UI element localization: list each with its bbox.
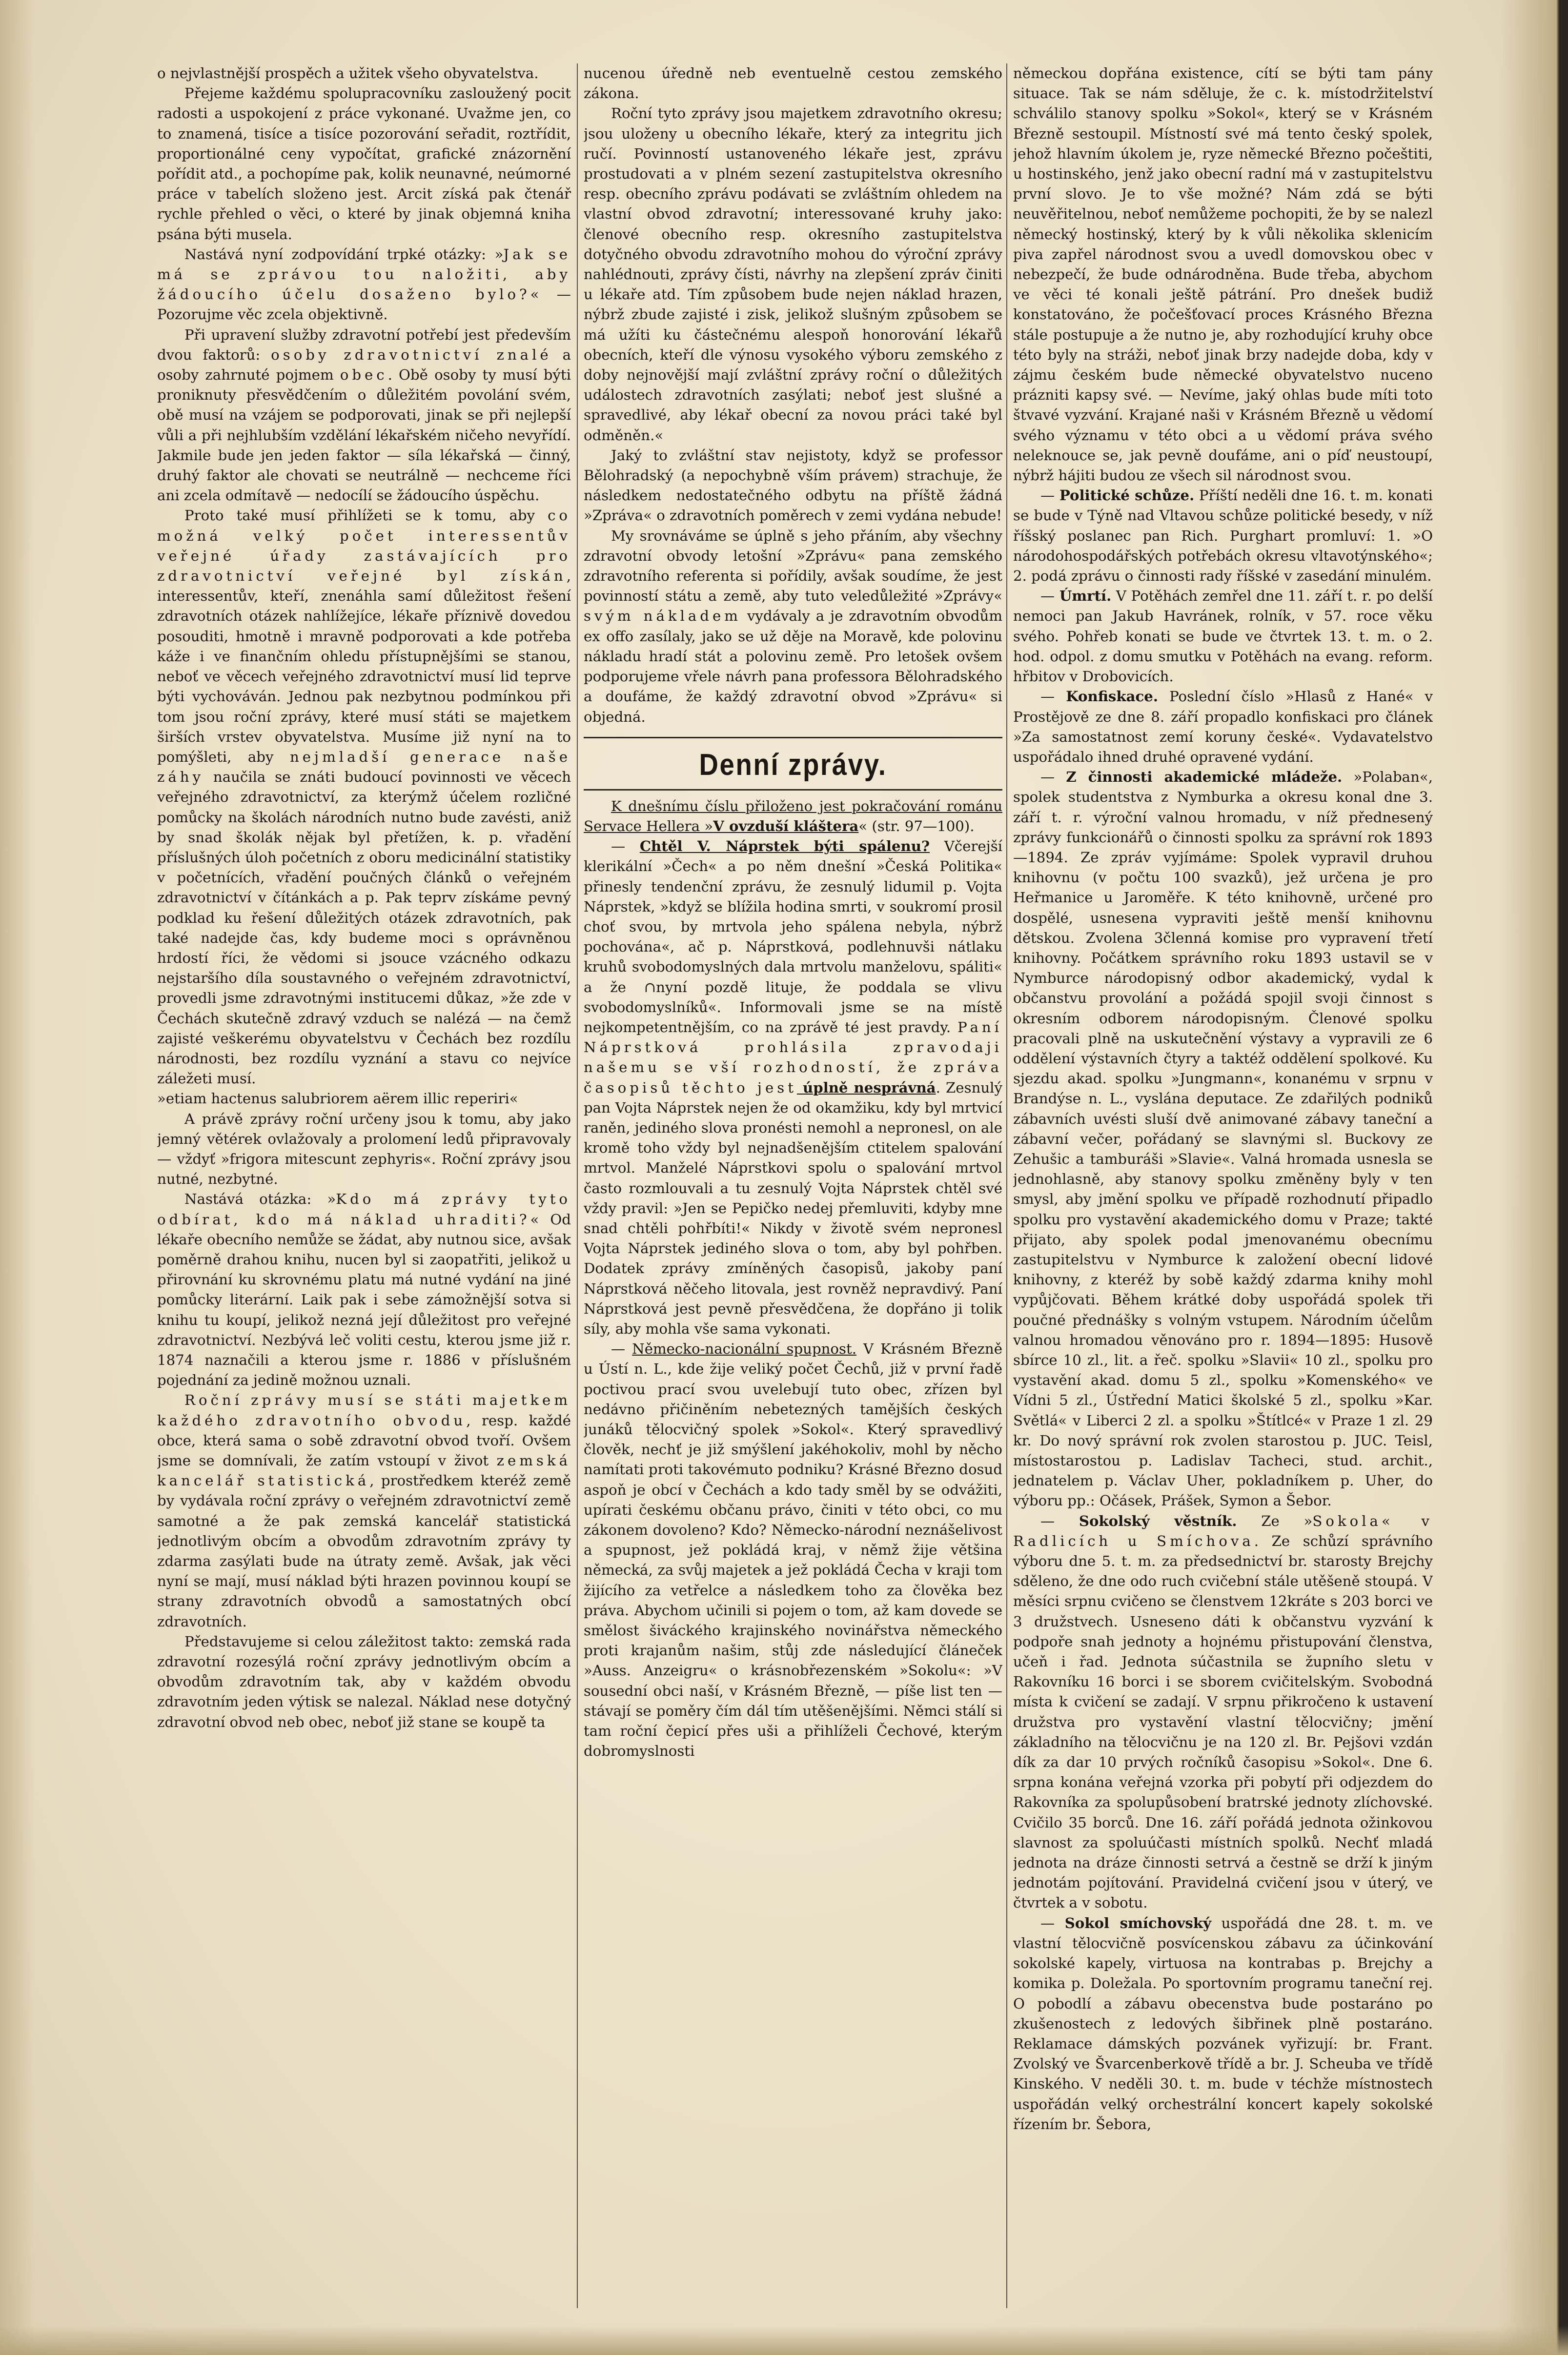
column-3	[1013, 63, 1433, 2318]
news-title: Z činnosti akademické mládeže.	[1066, 769, 1343, 786]
column-1	[157, 63, 571, 2318]
paragraph	[157, 325, 571, 506]
paragraph: německou dopřána existence, cítí se býti tam pány situace. Tak se nám sděluje, že c. k. místodržitelství schválilo stanovy spolku »Sokol«, který se v Krásném Březně sestoupil. Místností své má tento český spolek, jehož hlavním úkolem je, ryze německé Březno počeštiti, u hostinského, jenž jako obecní radní má v zastupitelstvu první slovo. Je to vše možné? Nám zdá se býti neuvěřitelnou, neboť nemůžeme pochopiti, že by se nalezl německý hostinský, který by k vůli několika sklenicím piva zapřel národnost svou a uvedl domovskou obec v nebezpečí, že bude odnárodněna. Bude třeba, abychom ve věci té konali ještě pátrání. Pro dnešek budiž konstatováno, že počešťovací proces Krásného Března stále postupuje a že nutno je, aby rozhodující kruhy obce této byly na stráži, neboť jinak brzy nadejde doba, kdy v zájmu českém bude německé obyvatelstvo nucenо prázniti kapsy své. — Nevíme, jaký ohlas bude míti toto štvavé vyzvání. Krajané naši v Krásném Březně u vědomí svého významu v této obci a u vědomí práva svého neleknouce se, jak pevně doufáme, ani o píď neustoupí, nýbrž hájiti budou ze všech sil národnost svou.	[1013, 65, 1433, 484]
spaced-text: Kdo má zprávy tyto odbírat, kdo má náklad uhraditi?	[157, 1191, 571, 1228]
text-run: , prostředkem kteréž země by vydávala roční zprávy o veřejném zdravotnictví země samotné a že pak zemská kancelář statistická jednotlivým obcím a obvodům zdravotním zprávy ty zdarma zasýlati bude na útraty země. Avšak, jak věci nyní se mají, musí náklad býti hrazen povinnou koupí se strany zdravotních obvodů a samostatných obcí zdravotních.	[157, 1472, 571, 1630]
text-run: naučila se znáti budoucí povinnosti ve věcech veřejného zdravotnictví, za kterýmž účelem rozličné pomůcky na školách národních nutno bude zavésti, aniž by snad školák nějak byl přetížen, k. p. vřadění příslušných úloh početních z oboru medicinální statistiky v početnících, vřadění poučných článků o veřejném zdravotnictví v čítánkách a p. Pak teprv získáme pevný podklad ku řešení důležitých otázek zdravotních, pak také nadejde čas, kdy budeme moci s oprávněnou hrdostí říci, že vědomi si jsouce vzácného odkazu nejstaršího díla soustavného o veřejném zdravotnictví, provedli jsme zdravotnými institucemi důkaz, »že zde v Čechách skutečně zdravý vzduch se nalézá — na čemž zajisté veškerému obyvatelstvu v Čechách bez rozdílu národnosti, bez rozdílu vyznání a stavu co nejvíce záležeti musí.	[157, 769, 571, 1087]
paragraph: nucenou úředně neb eventuelně cestou zemského zákona.	[584, 65, 1002, 102]
novel-title: V ovzduší kláštera	[713, 817, 859, 834]
news-item	[584, 796, 1002, 836]
column-rule	[1006, 63, 1007, 2308]
text-run: »Polaban«, spolek studentstva z Nymburka a okresu konal dne 3. září t. r. výroční valnou hromadu, v níž přednesený zprávy funkcionářů o činnosti spolku za správní rok 1893—1894. Ze zpráv vyjímáme: Spolek vypravil druhou knihovnu (v počtu 100 svazků), jež určena je pro Heřmanice u Jaroměře. K této knihovně, určené pro dospělé, usnesena vypraviti ještě menší knihovnu dětskou. Zvolena 3členná komise pro vypravení třetí knihovny. Počátkem správního roku 1893 ustavil se v Nymburce národopisný odbor akademický, vydal k občanstvu provolání a požádá spojil svoji činnost s okresním odborem národopisným. Členové spolku pracovali plně na uskutečnění výstavy a vypravili ze 6 oddělení výstavních čtyry a taktéž oddělení spolkové. Ku sjezdu akad. spolku »Jungmann«, konanému v srpnu v Brandýse n. L., vyslána deputace. Ze zdařilých podniků zábavních uvésti sluší dvě animované zábavy taneční a zábavní večer, pořádaný se slavnými sl. Buckovy ze Zehušic a tamburáši »Slavie«. Valná hromada usnesla se jednohlasně, aby stanovy spolku změněny byly v ten smysl, aby jmění spolku ve případě rozhodnutí připadlo spolku pro vystavění akademického domu v Praze; takté přijato, aby spolek podal jmenovanému obecnímu zastupitelstvu v Nymburce k založení obecní lidové knihovny, z kteréž by sobě každý zdarma knihy mohl vypůjčovati. Během krátké doby uspořádá spolek tři poučné přednášky s volným vstupem. Národním účelům valnou hromadou věnováno pro r. 1894—1895: Husově sbírce 10 zl., lit. a řeč. spolku »Slavii« 10 zl., spolku pro vystavění akad. domu 5 zl., spolku »Komenského« ve Vídni 5 zl., Ústřední Matici školské 5 zl., spolku »Kar. Světlá« v Liberci 2 zl. a spolku »Štítlcé« v Praze 1 zl. 29 kr. Do nový správní rok zvolen starostou p. JUC. Teisl, místostarostou p. Ladislav Tacheci, stud. archit., jednatelem p. Václav Uher, pokladníkem p. Uher, do výboru pp.: Očásek, Prášek, Symon a Šebor.	[1013, 769, 1433, 1509]
text-run: uspořádá dne 28. t. m. ve vlastní tělocvičně posvícenskou zábavu za účinkování sokolské kapely, virtuosa na kontrabas p. Brejchy a komika p. Doležala. Po sportovním programu taneční rej. O pobodlí a zábavu obecenstva bude postaráno po zkušenostech z ledových šibřinek plně postaráno. Reklamace dámských pozvánek vyřizují: br. Frant. Zvolský ve Švarcenberkově třídě a br. J. Scheuba ve třídě Kinského. V neděli 30. t. m. bude v téchže místnostech uspořádán velký orchestrální koncert kapely sokolské řízením br. Šebora,	[1013, 1914, 1433, 2132]
text-run: a osoby zahrnuté pojmem	[157, 346, 571, 384]
news-title: Sokolský věstník.	[1079, 1512, 1237, 1529]
spaced-text: Jak se má se zprávou tou naložiti, aby žádoucího účelu dosaženo bylo?	[157, 245, 571, 303]
spaced-text: svým nákladem	[584, 608, 741, 625]
news-title: Úmrtí.	[1059, 588, 1112, 605]
text-run: « Od lékaře obecního nemůže se žádat, aby nutnou sice, avšak poměrně drahou knihu, nucen byl si zaopatřiti, jelikož u přirovnání ku skrovnému platu má nutné vydání na jiné pomůcky literární. Laik pak i sebe zámožnější sotva si knihu tu koupí, jelikož nezná její důležitost pro veřejné zdravotnictví. Nezbývá leč voliti cestu, kterou jsme již r. 1874 naznačili a kterou jsme r. 1886 v příslušném pojednání za jedině možnou uznali.	[157, 1211, 571, 1389]
paragraph: o nejvlastnější prospěch a užitek všeho obyvatelstva.	[157, 65, 539, 81]
paragraph: A právě zprávy roční určeny jsou k tomu, aby jako jemný větérek ovlažovaly a prolomení ledů připravovaly — vždyť »frigora mitescunt zephyris«. Roční zprávy jsou nutné, nezbytné.	[157, 1110, 571, 1188]
paragraph: Roční tyto zprávy jsou majetkem zdravotního okresu; jsou uloženy u obecního lékaře, který za integritu jich ručí. Povinností ustanoveného lékaře jest, zprávu prostudovati a v plném sezení zastupitelstva okresního resp. obecního zprávu podávati se zvláštním ohledem na vlastní obvod zdravotní; interessované kruhy jako: členové obecního resp. okresního zastupitelstva dotyčného obvodu zdravotního mohou do výroční zprávy nahlédnouti, zprávy čísti, návrhy na zlepšení zpráv činiti u lékaře atd. Tím způsobem bude nejen náklad hrazen, nýbrž zbude zajisté i zisk, jelikož slušným způsobem se má užíti ku částečnému alespoň honorování lékařů obecních, kteří dle výnosu vysokého výboru zemského z doby nejnovější mají zvláštní zprávy roční o důležitých událostech zdravotních zasýlati; neboť jest slušné a spravedlivé, aby lékař obecní za novou práci také byl odměněn.«	[584, 105, 1002, 444]
page-edge-left	[0, 0, 34, 2355]
text-run: , resp. každé obce, která sama o sobě zdravotní obvod tvoří. Ovšem jsme se domnívali, že zatím vstoupí v život	[157, 1412, 571, 1469]
spaced-text: Paní Náprstková prohlásila zpravodaji našemu se vší rozhodností, že zpráva časopisů těchto jest	[584, 1018, 1002, 1096]
spaced-text: obec	[340, 366, 388, 384]
paragraph	[157, 506, 571, 1089]
paragraph: Jaký to zvláštní stav nejistoty, když se professor Bělohradský (a nepochybně vším právem) strachuje, že následkem nedostatečného odbytu na příště žádná »Zpráva« o zdravotních poměrech v zemi vydána nebude!	[584, 447, 1002, 524]
news-item: — Politické schůze. Příští neděli dne 16. t. m. konati se bude v Týně nad Vltavou schůze politické besedy, v níž říšský poslanec pan Rich. Purghart promluví: 1. »O národohospodářských potřebách okresu vltavotýnského«; 2. podá zprávu o činnosti rady říšské v zasedání minulém.	[1013, 487, 1433, 585]
text-run: . Zesnulý pan Vojta Náprstek nejen že od okamžiku, kdy byl mrtvicí raněn, jediného slova pronésti nemohl a nepronesl, on ale kromě toho vždy byl nejnadšenějším ctitelem spalování mrtvol. Manželé Náprstkovi spolu o spalování mrtvol často rozmlouvali a tu zesnulý Vojta Náprstek chtěl své vždy pravil: »Jen se Pepičko nedej přemluviti, kdyby mne snad chtěli pohřbíti!« Nikdy v životě svém nepronesl Vojta Náprstek jediného slova o tom, aby byl pohřben. Dodatek zprávy zmíněných časopisů, jakoby paní Náprstková něčeho litovala, jest rovněž nepravdivý. Paní Náprstková jest pevně přesvědčena, že dopřáno ji tolik síly, aby mohla vše sama vykonati.	[584, 1079, 1002, 1337]
news-item: — Konfiskace. Poslední číslo »Hlasů z Hané« v Prostějově ze dne 8. září propadlo konfiskaci pro článek »Za samostatnost zemí koruny české«. Vydavatelstvo uspořádalo ihned druhé opravené vydání.	[1013, 688, 1433, 765]
text-run: Nastává otázka: »	[184, 1191, 336, 1208]
news-title: Sokol smíchovský	[1064, 1914, 1212, 1931]
news-item: — Z činnosti akademické mládeže. »Polaban«, spolek studentstva z Nymburka a okresu konal dne 3. září t. r. výroční valnou hromadu, v níž přednesený zprávy funkcionářů o činnosti spolku za správní rok 1893—1894. Ze zpráv vyjímáme: Spolek vypravil druhou knihovnu (v počtu 100 svazků), jež určena je pro Heřmanice u Jaroměře. K této knihovně, určené pro dospělé, usnesena vypraviti ještě menší knihovnu dětskou. Zvolena 3členná komise pro vypravení třetí knihovny. Počátkem správního roku 1893 ustavil se v Nymburce národopisný odbor akademický, vydal k občanstvu provolání a požádá spojil svoji činnost s okresním odborem národopisným. Členové spolku pracovali plně na uskutečnění výstavy a vypravili ze 6 oddělení výstavních čtyry a taktéž oddělení spolkové. Ku sjezdu akad. spolku »Jungmann«, konanému v srpnu v Brandýse n. L., vyslána deputace. Ze zdařilých podniků zábavních uvésti sluší dvě animované zábavy taneční a zábavní večer, pořádaný se slavnými sl. Buckovy ze Zehušic a tamburáši »Slavie«. Valná hromada usnesla se jednohlasně, aby stanovy spolku změněny byly v ten smysl, aby jmění spolku ve případě rozhodnutí připadlo spolku pro vystavění akademického domu v Praze; takté přijato, aby spolek podal jmenovanému obecnímu zastupitelstvu v Nymburce k založení obecní lidové knihovny, z kteréž by sobě každý zdarma knihy mohl vypůjčovati. Během krátké doby uspořádá spolek tři poučné přednášky s volným vstupem. Národním účelům valnou hromadou věnováno pro r. 1894—1895: Husově sbírce 10 zl., lit. a řeč. spolku »Slavii« 10 zl., spolku pro vystavění akad. domu 5 zl., spolku »Komenského« ve Vídni 5 zl., Ústřední Matici školské 5 zl., spolku »Kar. Světlá« v Liberci 2 zl. a spolku »Štítlcé« v Praze 1 zl. 29 kr. Do nový správní rok zvolen starostou p. JUC. Teisl, místostarostou p. Ladislav Tacheci, stud. archit., jednatelem p. Václav Uher, pokladníkem p. Uher, do výboru pp.: Očásek, Prášek, Symon a Šebor.	[1013, 769, 1433, 1509]
section-divider	[584, 737, 1002, 738]
paragraph	[584, 526, 1002, 727]
section-divider	[584, 789, 1002, 791]
spaced-text: Roční zprávy musí se státi majetkem každého zdravotního obvodu	[157, 1392, 571, 1429]
page-edge-right	[1500, 0, 1568, 2355]
news-title: Německo-nacionální spupnost.	[632, 1340, 856, 1358]
news-title: Chtěl V. Náprstek býti spálenu?	[639, 838, 930, 855]
text-run: Ze »	[1237, 1512, 1313, 1529]
spaced-text: osoby zdravotnictví znalé	[271, 346, 552, 363]
text-run: V Potěhách zemřel dne 11. září t. r. po delší nemoci pan Jakub Havránek, rolník, v 57. roce věku svého. Pohřeb konati se bude ve čtvrtek 13. t. m. o 2. hod. odpol. z domu smutku v Potěhách na evang. reform. hřbitov v Drobovicích.	[1013, 588, 1433, 685]
news-title: Politické schůze.	[1059, 487, 1195, 504]
text-run: V Krásném Březně u Ústí n. L., kde žije veliký počet Čechů, již v první řadě poctivou prací svou uvelebují tuto obec, zřízen byl nedávno přičiněním nebetezných tamějších českých junáků tělocvičný spolek »Sokol«. Který spravedlivý člověk, nechť je již smýšlení jakéhokoliv, mohl by něcho namítati proti takovémuto podniku? Krásné Březno dosud aspoň je obcí v Čechách a kdo tady směl by se odvážiti, upírati českému občanu právo, činiti v této obci, co mu zákonem dovoleno? Kdo? Německo-národní neznášelivost a spupnost, jež pokládá kraj, v němž žije většina německá, za svůj majetek a jež pokládá Čecha v kraji tom žijícího za vetřelce a následkem toho za člověka bez práva. Abychom učinili si pojem o tom, až kam dovede se smělost šiváckého krajinského novinářstva německého proti krajanům našim, stůj zde následující článeček »Auss. Anzeigru« o krásnobřezenském »Sokolu«: »V sousední obci naší, v Krásném Březně, — píše list ten — stávají se poměry čím dál tím utěšenějšími. Němci stálí si tam roční čepicí přes uši a přihlíželi Čechové, kterým dobromyslnosti	[584, 1340, 1002, 1760]
text-run: « — Pozorujme věc zcela objektivně.	[157, 286, 571, 323]
quote: »etiam hactenus salubriorem aërem illic reperiri«	[157, 1090, 518, 1107]
text-run: Nastává nyní zodpovídání trpké otázky: »	[184, 245, 504, 263]
text-run: . Obě osoby ty musí býti proniknuty přesvědčením o důležitém povolání svém, obě musí na vzájem se podporovati, jinak se při nejlepší vůli a při nejhlubším vzdělání lékařském ničeho nevyřídí. Jakmile bude jen jeden faktor — síla lékařská — činný, druhý faktor ale chovati se neutrálně — nechceme říci ani zcela odmítavě — nedocílí se žádoucího úspěchu.	[157, 366, 571, 504]
paragraph	[157, 244, 571, 325]
text-run: K dnešnímu číslu přiloženo jest pokračování románu Servace Hellera »	[584, 797, 1002, 834]
paragraph	[157, 1390, 571, 1631]
news-item: — Sokolský věstník. Ze »Sokola« v Radlicích u Smíchova. Ze schůzí správního výboru dne 5. t. m. za předsednictví br. starosty Brejchy sděleno, že dne odo ruch cvičební stále utěšeně stoupá. V měsíci srpnu cvičeno se členstvem 12kráte s 203 borci ve 3 družstvech. Usneseno dáti k občanstvu vyzvání k podpoře snah jednoty a hojnému přistupování členstva, učeň i řad. Jednota súčastnila se župního sletu v Rakovníku 16 borci i se sborem cvičitelským. Svobodná místa k cvičení se zadají. V srpnu přikročeno k ustavení družstva pro vystavění vlastní tělocvičny; jmění základního na tělocvičnu je na 120 zl. Br. Pejšovi vzdán dík za dar 10 prvých ročníků časopisu »Sokol«. Dne 6. srpna konána veřejná vzorka při pobytí při odjezdem do Rakovníka za spolupůsobení bratrské jednoty zlíchovské. Cvičilo 35 borců. Dne 16. září pořádá jednota ožinkovou slavnost za spoluúčasti místních spolků. Nechť mladá jednota na dráze činnosti setrvá a čestně se drží k jiným jednotám pojítování. Pravidelná cvičení jsou v úterý, ve čtvrtek a v sobotu.	[1013, 1512, 1433, 1911]
news-title: Konfiskace.	[1066, 688, 1158, 705]
paragraph: Přejeme každému spolupracovníku zasloužený pocit radosti a uspokojení z práce vykonané. Uvažme jen, co to znamená, tisíce a tisíce pozorování seřadit, roztřídit, proportionálné ceny vypočítat, grafické znázornění pořídit atd., a pochopíme pak, kolik neunavné, neúmorné práce v tabelích složeno jest. Arcit získá pak čtenář rychle přehled o věci, o které by jinak objemná kniha psána býti musela.	[157, 85, 571, 243]
text-run: Včerejší klerikální »Čech« a po něm dnešní »Česká Politika« přinesly tendenční zprávu, že zesnulý lidumil p. Vojta Náprstek, »když se blížila hodina smrti, v soukromí prosil choť svou, by mrtvola jeho spálena nebyla, nýbrž pochována«, ač p. Náprstková, podlehnuvši nátlaku kruhů svobodomyslných dala mrtvolu manželovu, spáliti« a že ∩nyní pozdě lituje, že poddala se vlivu svobodomyslníků«. Informovali jsme se na místě nejkompetentnějším, co na zprávě té jest pravdy.	[584, 838, 1002, 1035]
spaced-text: zemská kancelář statistická	[157, 1452, 571, 1489]
section-heading: Denní zprávy.	[699, 748, 887, 782]
text-run: , interessentův, kteří, znenáhla samí důležitost řešení zdravotních otázek nahlížejíce, lékaře příznivě dovedou posouditi, hmotně i mravně podporovati a kde potřeba káže i ve finančním ohledu přístupnějšími se stanou, neboť ve věcech veřejného zdravotnictví musí lid teprve býti vychováván. Jednou pak nezbytnou podmínkou při tom jsou roční zprávy, které musí státi se majetkem širších vrstev obyvatelstva. Musíme již nyní na to pomýšleti, aby	[157, 568, 571, 765]
text-run: Proto také musí přihlížeti se k tomu, aby	[184, 507, 548, 524]
news-item: — Sokol smíchovský uspořádá dne 28. t. m. ve vlastní tělocvičně posvícenskou zábavu za účinkování sokolské kapely, virtuosa na kontrabas p. Brejchy a komika p. Doležala. Po sportovním programu taneční rej. O pobodlí a zábavu obecenstva bude postaráno po zkušenostech z ledových šibřinek plně postaráno. Reklamace dámských pozvánek vyřizují: br. Frant. Zvolský ve Švarcenberkově třídě a br. J. Scheuba ve třídě Kinského. V neděli 30. t. m. bude v téchže místnostech uspořádán velký orchestrální koncert kapely sokolské řízením br. Šebora,	[1013, 1914, 1433, 2132]
text-run: My srovnáváme se úplně s jeho přáním, aby všechny zdravotní obvody letošní »Zprávu« pana zemského zdravotního referenta si pořídily, avšak soudíme, že jest povinností státu a země, aby tuto veledůležité »Zprávy«	[584, 527, 1002, 605]
text-run: Příští neděli dne 16. t. m. konati se bude v Týně nad Vltavou schůze politické besedy, v níž říšský poslanec pan Rich. Purghart promluví: 1. »O národohospodářských potřebách okresu vltavotýnského«; 2. podá zprávu o činnosti rady říšské v zasedání minulém.	[1013, 487, 1433, 585]
column-2	[584, 63, 1002, 2318]
text-run: . Ze schůzí správního výboru dne 5. t. m. za předsednictví br. starosty Brejchy sděleno, že dne odo ruch cvičební stále utěšeně stoupá. V měsíci srpnu cvičeno se členstvem 12kráte s 203 borci ve 3 družstvech. Usneseno dáti k občanstvu vyzvání k podpoře snah jednoty a hojnému přistupování členstva, učeň i řad. Jednota súčastnila se župního sletu v Rakovníku 16 borci i se sborem cvičitelským. Svobodná místa k cvičení se zadají. V srpnu přikročeno k ustavení družstva pro vystavění vlastní tělocvičny; jmění základního na tělocvičnu je na 120 zl. Br. Pejšovi vzdán dík za dar 10 prvých ročníků časopisu »Sokol«. Dne 6. srpna konána veřejná vzorka při pobytí při odjezdem do Rakovníka za spolupůsobení bratrské jednoty zlíchovské. Cvičilo 35 borců. Dne 16. září pořádá jednota ožinkovou slavnost za spoluúčasti místních spolků. Nechť mladá jednota na dráze činnosti setrvá a čestně se drží k jiným jednotám pojítování. Pravidelná cvičení jsou v úterý, ve čtvrtek a v sobotu.	[1013, 1532, 1433, 1911]
column-rule	[577, 63, 578, 2308]
paragraph	[157, 1189, 571, 1390]
emphasis: úplně nesprávná	[796, 1079, 936, 1096]
spaced-text: co možná velký počet interessentův veřejné úřady zastávajících pro zdravotnictví veřejné byl získán	[157, 507, 571, 585]
spaced-text: Sokola« v Radlicích u Smíchova	[1013, 1512, 1433, 1549]
page-edge-bottom	[0, 2326, 1568, 2355]
text-run: Při upravení služby zdravotní potřebí jest především dvou faktorů:	[157, 326, 571, 363]
news-item: — Německo-nacionální spupnost. V Krásném Březně u Ústí n. L., kde žije veliký počet Čechů, již v první řadě poctivou prací svou uvelebují tuto obec, zřízen byl nedávno přičiněním nebetezných tamějších českých junáků tělocvičný spolek »Sokol«. Který spravedlivý člověk, nechť je již smýšlení jakéhokoliv, mohl by něcho namítati proti takovémuto podniku? Krásné Březno dosud aspoň je obcí v Čechách a kdo tady směl by se odvážiti, upírati českému občanu právo, činiti v této obci, co mu zákonem dovoleno? Kdo? Německo-národní neznášelivost a spupnost, jež pokládá kraj, v němž žije většina německá, za svůj majetek a jež pokládá Čecha v kraji tom žijícího za vetřelce a následkem toho za člověka bez práva. Abychom učinili si pojem o tom, až kam dovede se smělost šiváckého krajinského novinářstva německého proti krajanům našim, stůj zde následující článeček »Auss. Anzeigru« o krásnobřezenském »Sokolu«: »V sousední obci naší, v Krásném Březně, — píše list ten — stávají se poměry čím dál tím utěšenějšími. Němci stálí si tam roční čepicí přes uši a přihlíželi Čechové, kterým dobromyslnosti	[584, 1340, 1002, 1760]
text-run: Poslední číslo »Hlasů z Hané« v Prostějově ze dne 8. září propadlo konfiskaci pro článek »Za samostatnost zemí koruny české«. Vydavatelstvo uspořádalo ihned druhé opravené vydání.	[1013, 688, 1433, 765]
text-run: « (str. 97—100).	[858, 817, 975, 834]
news-item: — Úmrtí. V Potěhách zemřel dne 11. září t. r. po delší nemoci pan Jakub Havránek, rolník, v 57. roce věku svého. Pohřeb konati se bude ve čtvrtek 13. t. m. o 2. hod. odpol. z domu smutku v Potěhách na evang. reform. hřbitov v Drobovicích.	[1013, 588, 1433, 685]
spaced-text: nejmladší generace naše záhy	[157, 748, 571, 786]
news-item: — Chtěl V. Náprstek býti spálenu? Včerejší klerikální »Čech« a po něm dnešní »Česká Politika« přinesly tendenční zprávu, že zesnulý lidumil p. Vojta Náprstek, »když se blížila hodina smrti, v soukromí prosil choť svou, by mrtvola jeho spálena nebyla, nýbrž pochována«, ač p. Náprstková, podlehnuvši nátlaku kruhů svobodomyslných dala mrtvolu manželovu, spáliti« a že ∩nyní pozdě lituje, že poddala se vlivu svobodomyslníků«. Informovali jsme se na místě nejkompetentnějším, co na zprávě té jest pravdy. Paní Náprstková prohlásila zpravodaji našemu se vší rozhodností, že zpráva časopisů těchto jest úplně nesprávná. Zesnulý pan Vojta Náprstek nejen že od okamžiku, kdy byl mrtvicí raněn, jediného slova pronésti nemohl a nepronesl, on ale kromě toho vždy byl nejnadšenějším ctitelem spalování mrtvol. Manželé Náprstkovi spolu o spalování mrtvol často rozmlouvali a tu zesnulý Vojta Náprstek chtěl své vždy pravil: »Jen se Pepičko nedej přemluviti, kdyby mne snad chtěli pohřbíti!« Nikdy v životě svém nepronesl Vojta Náprstek jediného slova o tom, aby byl pohřben. Dodatek zprávy zmíněných časopisů, jakoby paní Náprstková něčeho litovala, jest rovněž nepravdivý. Paní Náprstková jest pevně přesvědčena, že dopřáno ji tolik síly, aby mohla vše sama vykonati.	[584, 838, 1002, 1337]
text-run: vydávaly a je zdravotním obvodům ex offo zasílaly, jako se už děje na Moravě, kde polovinu nákladu hradí stát a polovinu země. Pro letošek ovšem podporujeme vřele návrh pana professora Bělohradského a doufáme, že každý zdravotní obvod »Zprávu« si objedná.	[584, 608, 1002, 725]
paragraph: Představujeme si celou záležitost takto: zemská rada zdravotní rozesýlá roční zprávy jednotlivým obcím a obvodům zdravotním tak, aby v každém obvodu zdravotním jeden výtisk se nalezal. Náklad nese dotyčný zdravotní obvod neb obec, neboť již stane se koupě ta	[157, 1633, 571, 1730]
